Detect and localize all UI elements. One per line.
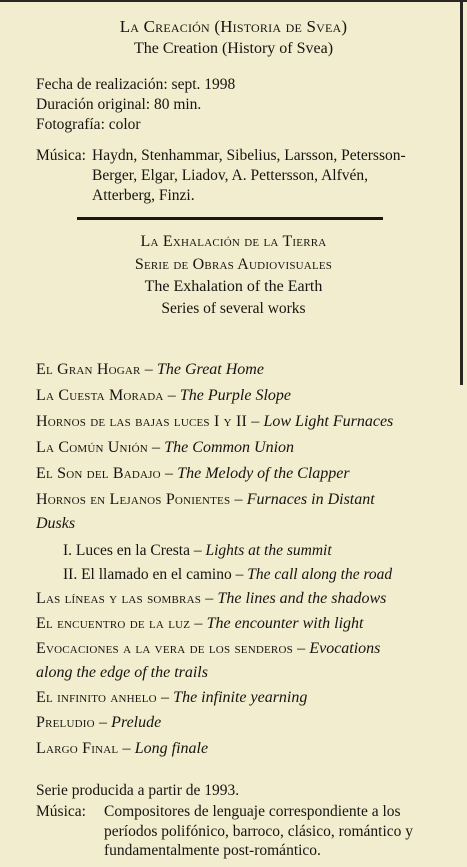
section1-subtitle: The Creation (History of Svea) [133,40,334,57]
music-block [36,146,456,206]
work-item: El Son del Badajo – The Melody of the Clapper [36,465,350,482]
music-label: Música: [36,147,86,164]
section-divider [77,217,383,220]
work-item-continuation: along the edge of the trails [36,664,208,681]
footer-music-block [36,802,456,861]
section2-subtitle-2: Series of several works [161,300,306,317]
work-item: El encuentro de la luz – The encounter with light [36,615,364,632]
frame-top-line [0,0,467,2]
music-line: Haydn, Stenhammar, Sibelius, Larsson, Petersson- [92,147,406,164]
music-line: Berger, Elgar, Liadov, A. Pettersson, Alfvén, [92,167,368,184]
footer-music-label: Música: [36,803,86,820]
work-item: Largo Final – Long finale [36,740,209,757]
footer-music-line: períodos polifónico, barroco, clásico, romántico y [104,822,414,840]
work-subitem: II. El llamado en el camino – The call along the road [63,566,393,583]
work-item: Hornos en Lejanos Ponientes – Furnaces in Distant [36,491,375,508]
work-item: La Común Unión – The Common Union [36,439,295,456]
work-item: El Gran Hogar – The Great Home [36,361,264,378]
section2-subtitle-1: The Exhalation of the Earth [144,278,323,295]
work-item-continuation: Dusks [36,515,76,532]
section1-title: La Creación (Historia de Svea) [119,17,348,36]
work-item: Evocaciones a la vera de los senderos – Evocations [36,640,381,657]
section2-title-2: Serie de Obras Audiovisuales [134,256,333,273]
work-item: El infinito anhelo – The infinite yearning [36,689,308,706]
footer-music-line: Compositores de lenguaje correspondiente a los [104,803,401,820]
work-item: Las líneas y las sombras – The lines and the shadows [36,590,387,607]
series-production-line: Serie producida a partir de 1993. [36,782,240,799]
music-line: Atterberg, Finzi. [92,187,195,204]
date-line: Fecha de realización: sept. 1998 [36,76,236,93]
footer-music-line: fundamentalmente post-romántico. [104,842,321,859]
photo-line: Fotografía: color [36,116,141,133]
work-item: La Cuesta Morada – The Purple Slope [36,387,291,404]
work-item: Preludio – Prelude [36,714,162,731]
work-item: Hornos de las bajas luces I y II – Low Light Furnaces [36,413,394,430]
work-subitem: I. Luces en la Cresta – Lights at the summit [63,542,332,559]
section2-title-1: La Exhalación de la Tierra [140,233,327,250]
duration-line: Duración original: 80 min. [36,96,202,113]
